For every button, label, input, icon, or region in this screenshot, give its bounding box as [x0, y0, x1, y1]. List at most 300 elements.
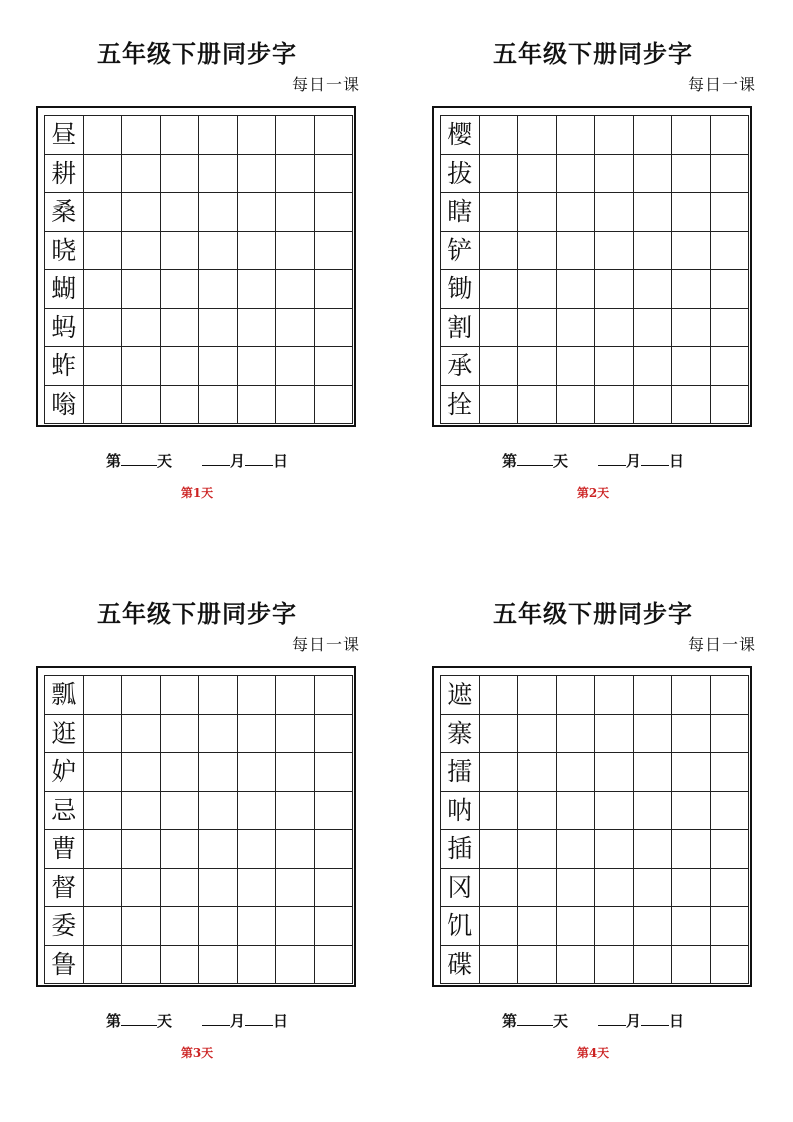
writing-cell[interactable] [672, 347, 711, 386]
writing-cell[interactable] [315, 270, 354, 309]
month-blank[interactable] [598, 1011, 626, 1026]
model-character: 晓 [45, 232, 84, 271]
model-character: 嗡 [45, 386, 84, 425]
writing-cell[interactable] [634, 946, 673, 985]
writing-cell[interactable] [518, 907, 557, 946]
writing-cell[interactable] [711, 830, 750, 869]
practice-grid-frame [36, 106, 356, 427]
writing-cell[interactable] [518, 715, 557, 754]
date-line [428, 1010, 758, 1031]
writing-cell[interactable] [161, 946, 200, 985]
writing-cell[interactable] [595, 830, 634, 869]
writing-cell[interactable] [672, 116, 711, 155]
writing-cell[interactable] [557, 792, 596, 831]
writing-cell[interactable] [595, 869, 634, 908]
writing-cell[interactable] [199, 946, 238, 985]
writing-cell[interactable] [518, 309, 557, 348]
writing-cell[interactable] [672, 907, 711, 946]
date-word: 日 [669, 452, 685, 470]
writing-cell[interactable] [84, 232, 123, 271]
model-character: 耕 [45, 155, 84, 194]
writing-cell[interactable] [161, 270, 200, 309]
model-character: 蚱 [45, 347, 84, 386]
writing-cell[interactable] [122, 715, 161, 754]
practice-grid [440, 675, 749, 984]
writing-cell[interactable] [84, 193, 123, 232]
writing-cell[interactable] [276, 676, 315, 715]
writing-cell[interactable] [161, 907, 200, 946]
writing-cell[interactable] [518, 676, 557, 715]
date-blank[interactable] [245, 451, 273, 466]
writing-cell[interactable] [84, 347, 123, 386]
practice-grid [44, 115, 353, 424]
writing-cell[interactable] [518, 116, 557, 155]
writing-cell[interactable] [161, 676, 200, 715]
writing-cell[interactable] [161, 116, 200, 155]
model-character: 插 [441, 830, 480, 869]
writing-cell[interactable] [315, 907, 354, 946]
model-character: 督 [45, 869, 84, 908]
writing-cell[interactable] [238, 193, 277, 232]
model-character: 瓢 [45, 676, 84, 715]
writing-cell[interactable] [672, 386, 711, 425]
writing-cell[interactable] [595, 715, 634, 754]
writing-cell[interactable] [315, 309, 354, 348]
writing-cell[interactable] [122, 232, 161, 271]
writing-cell[interactable] [595, 155, 634, 194]
writing-cell[interactable] [276, 830, 315, 869]
month-blank[interactable] [598, 451, 626, 466]
writing-cell[interactable] [595, 309, 634, 348]
writing-cell[interactable] [276, 347, 315, 386]
writing-cell[interactable] [634, 676, 673, 715]
writing-cell[interactable] [634, 869, 673, 908]
writing-cell[interactable] [238, 792, 277, 831]
day-label: 第2天 [576, 486, 610, 500]
writing-cell[interactable] [161, 193, 200, 232]
month-blank[interactable] [202, 451, 230, 466]
writing-cell[interactable] [84, 715, 123, 754]
writing-cell[interactable] [672, 155, 711, 194]
writing-cell[interactable] [480, 753, 519, 792]
writing-cell[interactable] [238, 270, 277, 309]
writing-cell[interactable] [199, 907, 238, 946]
model-character: 拴 [441, 386, 480, 425]
day-label: 第4天 [576, 1046, 610, 1060]
writing-cell[interactable] [84, 792, 123, 831]
writing-cell[interactable] [122, 309, 161, 348]
writing-cell[interactable] [199, 676, 238, 715]
worksheet-subtitle: 每日一课 [291, 635, 360, 654]
writing-cell[interactable] [634, 792, 673, 831]
writing-cell[interactable] [480, 232, 519, 271]
writing-cell[interactable] [557, 232, 596, 271]
writing-cell[interactable] [634, 309, 673, 348]
writing-cell[interactable] [84, 116, 123, 155]
month-word: 月 [230, 1012, 246, 1030]
writing-cell[interactable] [161, 347, 200, 386]
writing-cell[interactable] [672, 946, 711, 985]
day-word: 天 [552, 452, 568, 470]
model-character: 遮 [441, 676, 480, 715]
worksheet-title: 五年级下册同步字 [97, 39, 297, 68]
writing-cell[interactable] [199, 869, 238, 908]
writing-cell[interactable] [161, 232, 200, 271]
writing-cell[interactable] [276, 309, 315, 348]
writing-cell[interactable] [122, 193, 161, 232]
worksheet-subtitle: 每日一课 [687, 635, 756, 654]
model-character: 碟 [441, 946, 480, 985]
writing-cell[interactable] [634, 753, 673, 792]
model-character: 蝴 [45, 270, 84, 309]
worksheet-panel-2 [428, 30, 758, 550]
writing-cell[interactable] [711, 347, 750, 386]
model-character: 樱 [441, 116, 480, 155]
writing-cell[interactable] [122, 830, 161, 869]
writing-cell[interactable] [711, 309, 750, 348]
writing-cell[interactable] [672, 715, 711, 754]
writing-cell[interactable] [122, 116, 161, 155]
model-character: 擂 [441, 753, 480, 792]
writing-cell[interactable] [711, 116, 750, 155]
writing-cell[interactable] [634, 155, 673, 194]
writing-cell[interactable] [238, 753, 277, 792]
writing-cell[interactable] [315, 193, 354, 232]
writing-cell[interactable] [238, 907, 277, 946]
writing-cell[interactable] [711, 715, 750, 754]
writing-cell[interactable] [276, 386, 315, 425]
writing-cell[interactable] [518, 830, 557, 869]
writing-cell[interactable] [595, 946, 634, 985]
writing-cell[interactable] [634, 270, 673, 309]
writing-cell[interactable] [595, 347, 634, 386]
writing-cell[interactable] [672, 309, 711, 348]
writing-cell[interactable] [84, 830, 123, 869]
writing-cell[interactable] [122, 907, 161, 946]
writing-cell[interactable] [161, 869, 200, 908]
day-prefix: 第 [501, 1012, 517, 1030]
writing-cell[interactable] [480, 116, 519, 155]
model-character: 拔 [441, 155, 480, 194]
day-prefix: 第 [105, 452, 121, 470]
writing-cell[interactable] [238, 155, 277, 194]
writing-cell[interactable] [199, 347, 238, 386]
writing-cell[interactable] [595, 116, 634, 155]
month-word: 月 [626, 452, 642, 470]
writing-cell[interactable] [84, 753, 123, 792]
writing-cell[interactable] [315, 155, 354, 194]
writing-cell[interactable] [122, 155, 161, 194]
worksheet-title: 五年级下册同步字 [97, 599, 297, 628]
model-character: 逛 [45, 715, 84, 754]
writing-cell[interactable] [122, 270, 161, 309]
writing-cell[interactable] [480, 155, 519, 194]
writing-cell[interactable] [518, 347, 557, 386]
date-blank[interactable] [641, 1011, 669, 1026]
writing-cell[interactable] [480, 386, 519, 425]
model-character: 锄 [441, 270, 480, 309]
model-character: 铲 [441, 232, 480, 271]
writing-cell[interactable] [518, 193, 557, 232]
writing-cell[interactable] [238, 116, 277, 155]
writing-cell[interactable] [711, 232, 750, 271]
writing-cell[interactable] [315, 386, 354, 425]
date-blank[interactable] [245, 1011, 273, 1026]
writing-cell[interactable] [595, 907, 634, 946]
writing-cell[interactable] [199, 715, 238, 754]
writing-cell[interactable] [238, 232, 277, 271]
writing-cell[interactable] [199, 830, 238, 869]
writing-cell[interactable] [122, 753, 161, 792]
writing-cell[interactable] [672, 193, 711, 232]
writing-cell[interactable] [595, 753, 634, 792]
writing-cell[interactable] [711, 869, 750, 908]
day-word: 天 [156, 1012, 172, 1030]
writing-cell[interactable] [480, 193, 519, 232]
writing-cell[interactable] [84, 386, 123, 425]
practice-grid-frame [432, 106, 752, 427]
writing-cell[interactable] [84, 270, 123, 309]
writing-cell[interactable] [595, 193, 634, 232]
model-character: 饥 [441, 907, 480, 946]
writing-cell[interactable] [315, 753, 354, 792]
writing-cell[interactable] [238, 676, 277, 715]
writing-cell[interactable] [557, 270, 596, 309]
date-word: 日 [273, 452, 289, 470]
writing-cell[interactable] [711, 193, 750, 232]
writing-cell[interactable] [84, 309, 123, 348]
writing-cell[interactable] [199, 386, 238, 425]
writing-cell[interactable] [238, 347, 277, 386]
writing-cell[interactable] [672, 869, 711, 908]
writing-cell[interactable] [557, 753, 596, 792]
writing-cell[interactable] [557, 116, 596, 155]
writing-cell[interactable] [672, 232, 711, 271]
writing-cell[interactable] [557, 386, 596, 425]
writing-cell[interactable] [122, 946, 161, 985]
day-word: 天 [156, 452, 172, 470]
writing-cell[interactable] [711, 907, 750, 946]
date-line [32, 1010, 362, 1031]
writing-cell[interactable] [672, 792, 711, 831]
writing-cell[interactable] [161, 792, 200, 831]
writing-cell[interactable] [315, 792, 354, 831]
writing-cell[interactable] [711, 386, 750, 425]
worksheet-title: 五年级下册同步字 [493, 599, 693, 628]
writing-cell[interactable] [518, 386, 557, 425]
writing-cell[interactable] [480, 946, 519, 985]
writing-cell[interactable] [518, 270, 557, 309]
writing-cell[interactable] [276, 792, 315, 831]
writing-cell[interactable] [161, 309, 200, 348]
writing-cell[interactable] [711, 946, 750, 985]
writing-cell[interactable] [238, 830, 277, 869]
writing-cell[interactable] [199, 792, 238, 831]
writing-cell[interactable] [161, 155, 200, 194]
writing-cell[interactable] [199, 309, 238, 348]
worksheet-title: 五年级下册同步字 [493, 39, 693, 68]
writing-cell[interactable] [480, 676, 519, 715]
writing-cell[interactable] [315, 347, 354, 386]
writing-cell[interactable] [557, 946, 596, 985]
writing-cell[interactable] [199, 753, 238, 792]
model-character: 曹 [45, 830, 84, 869]
month-word: 月 [230, 452, 246, 470]
writing-cell[interactable] [276, 193, 315, 232]
writing-cell[interactable] [711, 270, 750, 309]
model-character: 鲁 [45, 946, 84, 985]
writing-cell[interactable] [634, 386, 673, 425]
writing-cell[interactable] [161, 386, 200, 425]
writing-cell[interactable] [276, 869, 315, 908]
writing-cell[interactable] [634, 232, 673, 271]
writing-cell[interactable] [238, 309, 277, 348]
writing-cell[interactable] [480, 830, 519, 869]
writing-cell[interactable] [84, 676, 123, 715]
writing-cell[interactable] [84, 869, 123, 908]
worksheet-subtitle: 每日一课 [291, 75, 360, 94]
writing-cell[interactable] [276, 946, 315, 985]
writing-cell[interactable] [276, 715, 315, 754]
writing-cell[interactable] [199, 193, 238, 232]
writing-cell[interactable] [634, 193, 673, 232]
month-blank[interactable] [202, 1011, 230, 1026]
writing-cell[interactable] [480, 270, 519, 309]
month-word: 月 [626, 1012, 642, 1030]
writing-cell[interactable] [315, 676, 354, 715]
writing-cell[interactable] [711, 155, 750, 194]
writing-cell[interactable] [634, 830, 673, 869]
writing-cell[interactable] [595, 386, 634, 425]
writing-cell[interactable] [238, 386, 277, 425]
writing-cell[interactable] [238, 946, 277, 985]
model-character: 昼 [45, 116, 84, 155]
writing-cell[interactable] [557, 830, 596, 869]
practice-grid [440, 115, 749, 424]
day-number-blank[interactable] [517, 1011, 553, 1026]
writing-cell[interactable] [557, 193, 596, 232]
practice-grid [44, 675, 353, 984]
writing-cell[interactable] [518, 946, 557, 985]
day-number-blank[interactable] [121, 1011, 157, 1026]
writing-cell[interactable] [557, 309, 596, 348]
writing-cell[interactable] [84, 907, 123, 946]
writing-cell[interactable] [557, 869, 596, 908]
writing-cell[interactable] [480, 869, 519, 908]
day-number-blank[interactable] [517, 451, 553, 466]
writing-cell[interactable] [199, 116, 238, 155]
writing-cell[interactable] [199, 155, 238, 194]
writing-cell[interactable] [711, 792, 750, 831]
writing-cell[interactable] [518, 869, 557, 908]
writing-cell[interactable] [557, 715, 596, 754]
writing-cell[interactable] [238, 715, 277, 754]
writing-cell[interactable] [711, 676, 750, 715]
writing-cell[interactable] [480, 715, 519, 754]
writing-cell[interactable] [672, 830, 711, 869]
model-character: 妒 [45, 753, 84, 792]
writing-cell[interactable] [199, 232, 238, 271]
writing-cell[interactable] [315, 946, 354, 985]
writing-cell[interactable] [84, 155, 123, 194]
writing-cell[interactable] [161, 753, 200, 792]
writing-cell[interactable] [634, 907, 673, 946]
writing-cell[interactable] [557, 907, 596, 946]
writing-cell[interactable] [315, 830, 354, 869]
writing-cell[interactable] [711, 753, 750, 792]
writing-cell[interactable] [276, 155, 315, 194]
model-character: 呐 [441, 792, 480, 831]
model-character: 瞎 [441, 193, 480, 232]
writing-cell[interactable] [518, 792, 557, 831]
writing-cell[interactable] [672, 753, 711, 792]
writing-cell[interactable] [161, 715, 200, 754]
model-character: 冈 [441, 869, 480, 908]
model-character: 委 [45, 907, 84, 946]
worksheet-panel-4 [428, 590, 758, 1110]
worksheet-subtitle: 每日一课 [687, 75, 756, 94]
writing-cell[interactable] [161, 830, 200, 869]
practice-grid-frame [432, 666, 752, 987]
writing-cell[interactable] [595, 232, 634, 271]
writing-cell[interactable] [122, 676, 161, 715]
writing-cell[interactable] [518, 155, 557, 194]
writing-cell[interactable] [122, 792, 161, 831]
day-number-blank[interactable] [121, 451, 157, 466]
writing-cell[interactable] [480, 347, 519, 386]
writing-cell[interactable] [595, 676, 634, 715]
model-character: 割 [441, 309, 480, 348]
writing-cell[interactable] [84, 946, 123, 985]
writing-cell[interactable] [672, 270, 711, 309]
day-label: 第1天 [180, 486, 214, 500]
writing-cell[interactable] [672, 676, 711, 715]
writing-cell[interactable] [276, 232, 315, 271]
writing-cell[interactable] [480, 309, 519, 348]
date-blank[interactable] [641, 451, 669, 466]
writing-cell[interactable] [122, 386, 161, 425]
writing-cell[interactable] [595, 792, 634, 831]
writing-cell[interactable] [315, 232, 354, 271]
writing-cell[interactable] [315, 715, 354, 754]
writing-cell[interactable] [276, 753, 315, 792]
writing-cell[interactable] [480, 907, 519, 946]
writing-cell[interactable] [634, 116, 673, 155]
writing-cell[interactable] [122, 347, 161, 386]
writing-cell[interactable] [557, 155, 596, 194]
writing-cell[interactable] [480, 792, 519, 831]
writing-cell[interactable] [557, 676, 596, 715]
writing-cell[interactable] [122, 869, 161, 908]
writing-cell[interactable] [238, 869, 277, 908]
writing-cell[interactable] [634, 715, 673, 754]
writing-cell[interactable] [518, 753, 557, 792]
writing-cell[interactable] [199, 270, 238, 309]
worksheet-panel-1 [32, 30, 362, 550]
writing-cell[interactable] [276, 270, 315, 309]
writing-cell[interactable] [276, 116, 315, 155]
writing-cell[interactable] [276, 907, 315, 946]
writing-cell[interactable] [634, 347, 673, 386]
writing-cell[interactable] [315, 869, 354, 908]
day-word: 天 [552, 1012, 568, 1030]
writing-cell[interactable] [557, 347, 596, 386]
writing-cell[interactable] [518, 232, 557, 271]
date-line [32, 450, 362, 471]
date-line [428, 450, 758, 471]
writing-cell[interactable] [595, 270, 634, 309]
writing-cell[interactable] [315, 116, 354, 155]
